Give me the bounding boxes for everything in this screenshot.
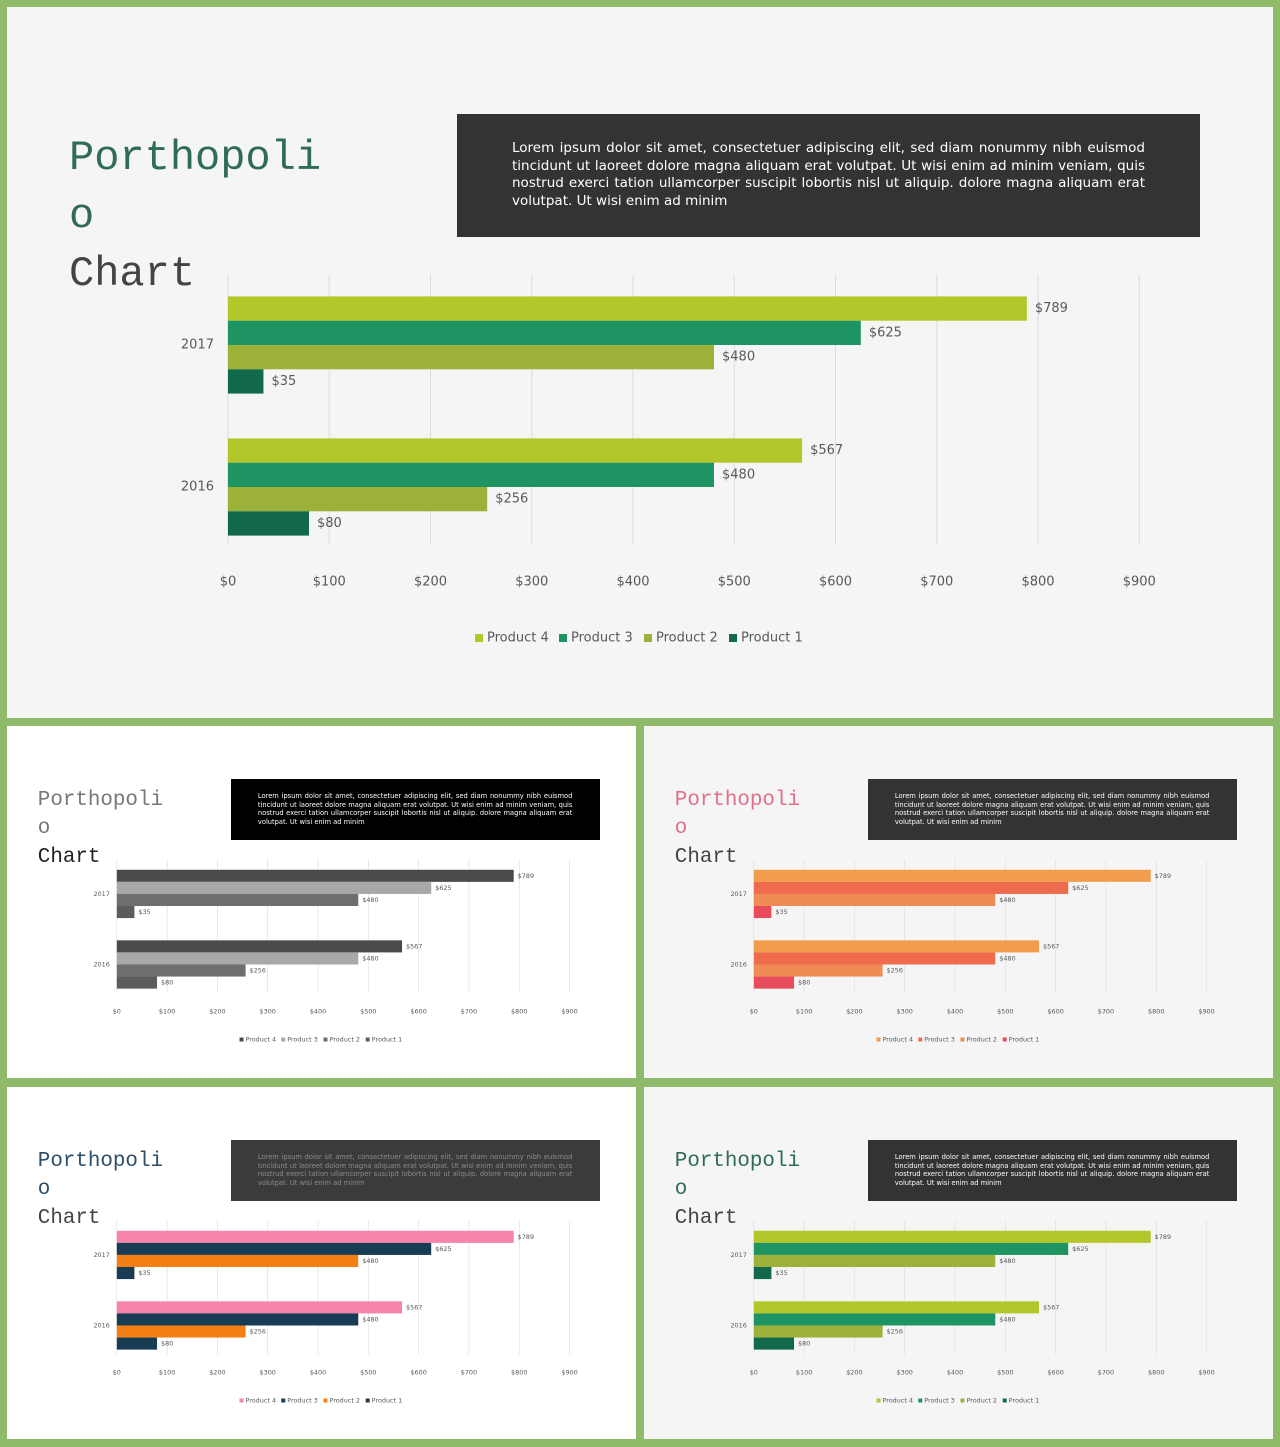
bar-product-1-2017 bbox=[117, 1267, 135, 1279]
legend-label: Product 4 bbox=[245, 1396, 277, 1405]
data-label: $35 bbox=[138, 1269, 151, 1278]
bar-product-2-2017 bbox=[117, 1255, 358, 1267]
x-tick-label: $300 bbox=[259, 1007, 276, 1016]
slide-title-line-2: o bbox=[674, 817, 688, 841]
x-tick-label: $900 bbox=[561, 1007, 578, 1016]
slide-title-line-1: Porthopoli bbox=[69, 134, 322, 182]
legend-swatch bbox=[960, 1399, 964, 1403]
bar-product-1-2016 bbox=[228, 511, 309, 535]
data-label: $256 bbox=[886, 1327, 903, 1336]
x-tick-label: $600 bbox=[1047, 1007, 1064, 1016]
bar-product-3-2017 bbox=[117, 882, 431, 894]
slide-title-line-1: Porthopoli bbox=[37, 1149, 163, 1173]
legend-swatch bbox=[281, 1038, 285, 1042]
x-tick-label: $400 bbox=[309, 1007, 327, 1016]
x-tick-label: $500 bbox=[360, 1368, 377, 1377]
slide-title-line-2: o bbox=[37, 1178, 51, 1202]
category-label: 2016 bbox=[730, 960, 747, 969]
bar-product-2-2016 bbox=[754, 1325, 883, 1337]
data-label: $567 bbox=[1043, 942, 1060, 951]
bar-product-4-2017 bbox=[117, 1231, 514, 1243]
data-label: $567 bbox=[406, 1303, 423, 1312]
bar-chart bbox=[7, 726, 636, 1078]
data-label: $480 bbox=[999, 1256, 1016, 1265]
category-label: 2017 bbox=[730, 1250, 747, 1259]
data-label: $480 bbox=[722, 467, 756, 483]
data-label: $625 bbox=[868, 325, 902, 341]
legend-label: Product 3 bbox=[287, 1035, 318, 1044]
legend-swatch bbox=[877, 1399, 881, 1403]
slide-title-line-3: Chart bbox=[69, 250, 196, 298]
data-label: $480 bbox=[999, 954, 1016, 963]
bar-product-2-2017 bbox=[117, 894, 358, 906]
x-tick-label: $100 bbox=[795, 1368, 813, 1377]
x-tick-label: $600 bbox=[1047, 1368, 1064, 1377]
bar-product-3-2016 bbox=[754, 1313, 995, 1325]
bar-product-4-2017 bbox=[754, 1231, 1151, 1243]
data-label: $789 bbox=[1154, 1232, 1172, 1241]
bar-product-2-2016 bbox=[117, 1325, 246, 1337]
bar-product-1-2016 bbox=[754, 977, 794, 989]
data-label: $567 bbox=[810, 443, 844, 459]
bar-product-2-2017 bbox=[228, 345, 714, 369]
legend-label: Product 2 bbox=[329, 1396, 361, 1405]
description-text: Lorem ipsum dolor sit amet, consectetuer adipiscing elit, sed diam nonummy nibh euismod tincidunt ut laoreet dolore magna aliquam erat volutpat. Ut wisi enim ad minim veniam, quis nostrud exerci tation ullamcorper suscipit lobortis nisl ut aliquip. dolore magna aliquam erat volutpat. Ut wisi enim ad minim bbox=[894, 792, 1210, 827]
bar-product-1-2017 bbox=[117, 906, 135, 918]
bar-chart bbox=[7, 7, 1273, 718]
x-tick-label: $0 bbox=[112, 1368, 121, 1377]
category-label: 2017 bbox=[93, 889, 110, 898]
data-label: $480 bbox=[722, 349, 756, 365]
data-label: $256 bbox=[249, 966, 266, 975]
legend-label: Product 1 bbox=[371, 1035, 403, 1044]
data-label: $480 bbox=[999, 1315, 1016, 1324]
bar-chart bbox=[644, 1087, 1273, 1439]
x-tick-label: $300 bbox=[896, 1368, 913, 1377]
bar-product-2-2016 bbox=[754, 964, 883, 976]
x-tick-label: $700 bbox=[460, 1007, 478, 1016]
slide-title-line-1: Porthopoli bbox=[674, 788, 800, 812]
legend-swatch bbox=[240, 1038, 244, 1042]
legend-label: Product 4 bbox=[882, 1396, 914, 1405]
x-tick-label: $400 bbox=[616, 574, 650, 590]
legend-swatch bbox=[281, 1399, 285, 1403]
x-tick-label: $100 bbox=[158, 1007, 176, 1016]
legend-label: Product 1 bbox=[371, 1396, 403, 1405]
bar-product-4-2016 bbox=[117, 940, 402, 952]
bar-product-3-2016 bbox=[754, 952, 995, 964]
bar-product-4-2016 bbox=[754, 940, 1039, 952]
bar-product-3-2017 bbox=[754, 882, 1068, 894]
slide-title-line-1: Porthopoli bbox=[674, 1149, 800, 1173]
legend-swatch bbox=[323, 1038, 327, 1042]
legend-label: Product 3 bbox=[924, 1396, 955, 1405]
data-label: $256 bbox=[886, 966, 903, 975]
x-tick-label: $200 bbox=[846, 1007, 863, 1016]
data-label: $480 bbox=[362, 1256, 379, 1265]
data-label: $480 bbox=[362, 1315, 379, 1324]
category-label: 2016 bbox=[180, 479, 214, 495]
legend-label: Product 1 bbox=[741, 630, 803, 646]
bar-product-2-2017 bbox=[754, 1255, 995, 1267]
data-label: $256 bbox=[495, 491, 529, 507]
data-label: $80 bbox=[161, 978, 174, 987]
legend-label: Product 4 bbox=[882, 1035, 914, 1044]
legend-swatch bbox=[1003, 1399, 1007, 1403]
legend-swatch bbox=[475, 634, 483, 642]
legend-swatch bbox=[918, 1399, 922, 1403]
slide-main bbox=[7, 7, 1273, 718]
category-label: 2017 bbox=[180, 337, 214, 353]
category-label: 2017 bbox=[730, 889, 747, 898]
legend-label: Product 1 bbox=[1008, 1035, 1040, 1044]
description-text: Lorem ipsum dolor sit amet, consectetuer adipiscing elit, sed diam nonummy nibh euismod tincidunt ut laoreet dolore magna aliquam erat volutpat. Ut wisi enim ad minim veniam, quis nostrud exerci tation ullamcorper suscipit lobortis nisl ut aliquip. dolore magna aliquam erat volutpat. Ut wisi enim ad minim bbox=[257, 1153, 573, 1188]
legend-swatch bbox=[240, 1399, 244, 1403]
data-label: $625 bbox=[1072, 883, 1089, 892]
legend-swatch bbox=[877, 1038, 881, 1042]
data-label: $35 bbox=[138, 908, 151, 917]
x-tick-label: $300 bbox=[896, 1007, 913, 1016]
x-tick-label: $800 bbox=[511, 1007, 528, 1016]
category-label: 2016 bbox=[730, 1321, 747, 1330]
x-tick-label: $200 bbox=[209, 1368, 226, 1377]
x-tick-label: $700 bbox=[920, 574, 954, 590]
data-label: $480 bbox=[999, 895, 1016, 904]
x-tick-label: $600 bbox=[410, 1368, 427, 1377]
data-label: $35 bbox=[775, 908, 788, 917]
x-tick-label: $900 bbox=[1198, 1368, 1215, 1377]
x-tick-label: $300 bbox=[259, 1368, 276, 1377]
x-tick-label: $500 bbox=[717, 574, 751, 590]
legend-swatch bbox=[1003, 1038, 1007, 1042]
legend-label: Product 1 bbox=[1008, 1396, 1040, 1405]
legend-swatch bbox=[960, 1038, 964, 1042]
description-text: Lorem ipsum dolor sit amet, consectetuer adipiscing elit, sed diam nonummy nibh euismod tincidunt ut laoreet dolore magna aliquam erat volutpat. Ut wisi enim ad minim veniam, quis nostrud exerci tation ullamcorper suscipit lobortis nisl ut aliquip. dolore magna aliquam erat volutpat. Ut wisi enim ad minim bbox=[257, 792, 573, 827]
legend-swatch bbox=[644, 634, 652, 642]
x-tick-label: $100 bbox=[158, 1368, 176, 1377]
data-label: $80 bbox=[161, 1339, 174, 1348]
legend-swatch bbox=[366, 1038, 370, 1042]
description-text: Lorem ipsum dolor sit amet, consectetuer adipiscing elit, sed diam nonummy nibh euismod tincidunt ut laoreet dolore magna aliquam erat volutpat. Ut wisi enim ad minim veniam, quis nostrud exerci tation ullamcorper suscipit lobortis nisl ut aliquip. dolore magna aliquam erat volutpat. Ut wisi enim ad minim bbox=[894, 1153, 1210, 1188]
bar-product-1-2017 bbox=[754, 1267, 772, 1279]
bar-product-2-2017 bbox=[754, 894, 995, 906]
x-tick-label: $800 bbox=[1148, 1007, 1165, 1016]
bar-product-4-2016 bbox=[754, 1301, 1039, 1313]
slide-title-line-1: Porthopoli bbox=[37, 788, 163, 812]
x-tick-label: $0 bbox=[749, 1368, 758, 1377]
x-tick-label: $800 bbox=[1021, 574, 1055, 590]
x-tick-label: $400 bbox=[946, 1368, 964, 1377]
bar-product-2-2016 bbox=[117, 964, 246, 976]
x-tick-label: $0 bbox=[749, 1007, 758, 1016]
legend-label: Product 2 bbox=[966, 1396, 998, 1405]
x-tick-label: $800 bbox=[1148, 1368, 1165, 1377]
data-label: $625 bbox=[435, 883, 452, 892]
bar-product-1-2016 bbox=[117, 1338, 157, 1350]
slide-title-line-2: o bbox=[674, 1178, 688, 1202]
x-tick-label: $900 bbox=[561, 1368, 578, 1377]
bar-product-3-2017 bbox=[754, 1243, 1068, 1255]
x-tick-label: $600 bbox=[818, 574, 853, 590]
data-label: $80 bbox=[798, 978, 811, 987]
legend-label: Product 4 bbox=[487, 630, 549, 646]
data-label: $256 bbox=[249, 1327, 266, 1336]
slide-title-line-3: Chart bbox=[674, 1207, 738, 1231]
bar-product-3-2016 bbox=[117, 952, 358, 964]
x-tick-label: $100 bbox=[795, 1007, 813, 1016]
bar-product-3-2016 bbox=[117, 1313, 358, 1325]
slide-title-line-3: Chart bbox=[37, 1207, 101, 1231]
data-label: $80 bbox=[317, 515, 342, 531]
category-label: 2016 bbox=[93, 960, 110, 969]
bar-product-3-2017 bbox=[228, 321, 861, 345]
x-tick-label: $500 bbox=[997, 1007, 1014, 1016]
data-label: $625 bbox=[1072, 1244, 1089, 1253]
slide-title-line-3: Chart bbox=[37, 846, 101, 870]
data-label: $789 bbox=[517, 871, 535, 880]
legend-swatch bbox=[918, 1038, 922, 1042]
x-tick-label: $0 bbox=[112, 1007, 121, 1016]
x-tick-label: $200 bbox=[413, 574, 448, 590]
slide-green-small bbox=[644, 1087, 1273, 1439]
x-tick-label: $700 bbox=[460, 1368, 478, 1377]
bar-chart bbox=[644, 726, 1273, 1078]
bar-product-4-2016 bbox=[117, 1301, 402, 1313]
category-label: 2017 bbox=[93, 1250, 110, 1259]
bar-chart bbox=[7, 1087, 636, 1439]
data-label: $789 bbox=[517, 1232, 535, 1241]
x-tick-label: $700 bbox=[1097, 1368, 1115, 1377]
slide-title-line-2: o bbox=[37, 817, 51, 841]
slide-title-line-2: o bbox=[69, 192, 95, 240]
slide-gray bbox=[7, 726, 636, 1078]
x-tick-label: $900 bbox=[1122, 574, 1156, 590]
data-label: $480 bbox=[362, 895, 379, 904]
x-tick-label: $600 bbox=[410, 1007, 427, 1016]
data-label: $35 bbox=[271, 373, 297, 389]
legend-swatch bbox=[559, 634, 567, 642]
bar-product-4-2017 bbox=[228, 296, 1027, 320]
x-tick-label: $400 bbox=[309, 1368, 327, 1377]
data-label: $567 bbox=[406, 942, 423, 951]
x-tick-label: $200 bbox=[846, 1368, 863, 1377]
legend-label: Product 2 bbox=[656, 630, 718, 646]
data-label: $625 bbox=[435, 1244, 452, 1253]
data-label: $567 bbox=[1043, 1303, 1060, 1312]
data-label: $80 bbox=[798, 1339, 811, 1348]
x-tick-label: $800 bbox=[511, 1368, 528, 1377]
bar-product-3-2016 bbox=[228, 463, 714, 487]
bar-product-1-2016 bbox=[754, 1338, 794, 1350]
bar-product-4-2017 bbox=[117, 870, 514, 882]
x-tick-label: $700 bbox=[1097, 1007, 1115, 1016]
legend-swatch bbox=[366, 1399, 370, 1403]
slide-title-line-3: Chart bbox=[674, 846, 738, 870]
legend-label: Product 3 bbox=[287, 1396, 318, 1405]
x-tick-label: $500 bbox=[997, 1368, 1014, 1377]
legend-swatch bbox=[729, 634, 737, 642]
legend-label: Product 2 bbox=[329, 1035, 361, 1044]
data-label: $480 bbox=[362, 954, 379, 963]
x-tick-label: $500 bbox=[360, 1007, 377, 1016]
data-label: $35 bbox=[775, 1269, 788, 1278]
category-label: 2016 bbox=[93, 1321, 110, 1330]
legend-label: Product 3 bbox=[571, 630, 633, 646]
bar-product-2-2016 bbox=[228, 487, 487, 511]
legend-label: Product 4 bbox=[245, 1035, 277, 1044]
slide-orange bbox=[644, 726, 1273, 1078]
legend-label: Product 2 bbox=[966, 1035, 998, 1044]
bar-product-3-2017 bbox=[117, 1243, 431, 1255]
data-label: $789 bbox=[1154, 871, 1172, 880]
bar-product-1-2016 bbox=[117, 977, 157, 989]
slide-pink-navy bbox=[7, 1087, 636, 1439]
x-tick-label: $300 bbox=[515, 574, 549, 590]
description-text: Lorem ipsum dolor sit amet, consectetuer adipiscing elit, sed diam nonummy nibh euismod tincidunt ut laoreet dolore magna aliquam erat volutpat. Ut wisi enim ad minim veniam, quis nostrud exerci tation ullamcorper suscipit lobortis nisl ut aliquip. dolore magna aliquam erat volutpat. Ut wisi enim ad minim bbox=[512, 140, 1145, 209]
x-tick-label: $0 bbox=[219, 574, 237, 590]
x-tick-label: $400 bbox=[946, 1007, 964, 1016]
x-tick-label: $200 bbox=[209, 1007, 226, 1016]
legend-label: Product 3 bbox=[924, 1035, 955, 1044]
data-label: $789 bbox=[1034, 301, 1068, 317]
bar-product-1-2017 bbox=[228, 369, 263, 393]
bar-product-4-2016 bbox=[228, 438, 802, 462]
bar-product-1-2017 bbox=[754, 906, 772, 918]
x-tick-label: $100 bbox=[312, 574, 346, 590]
x-tick-label: $900 bbox=[1198, 1007, 1215, 1016]
legend-swatch bbox=[323, 1399, 327, 1403]
bar-product-4-2017 bbox=[754, 870, 1151, 882]
